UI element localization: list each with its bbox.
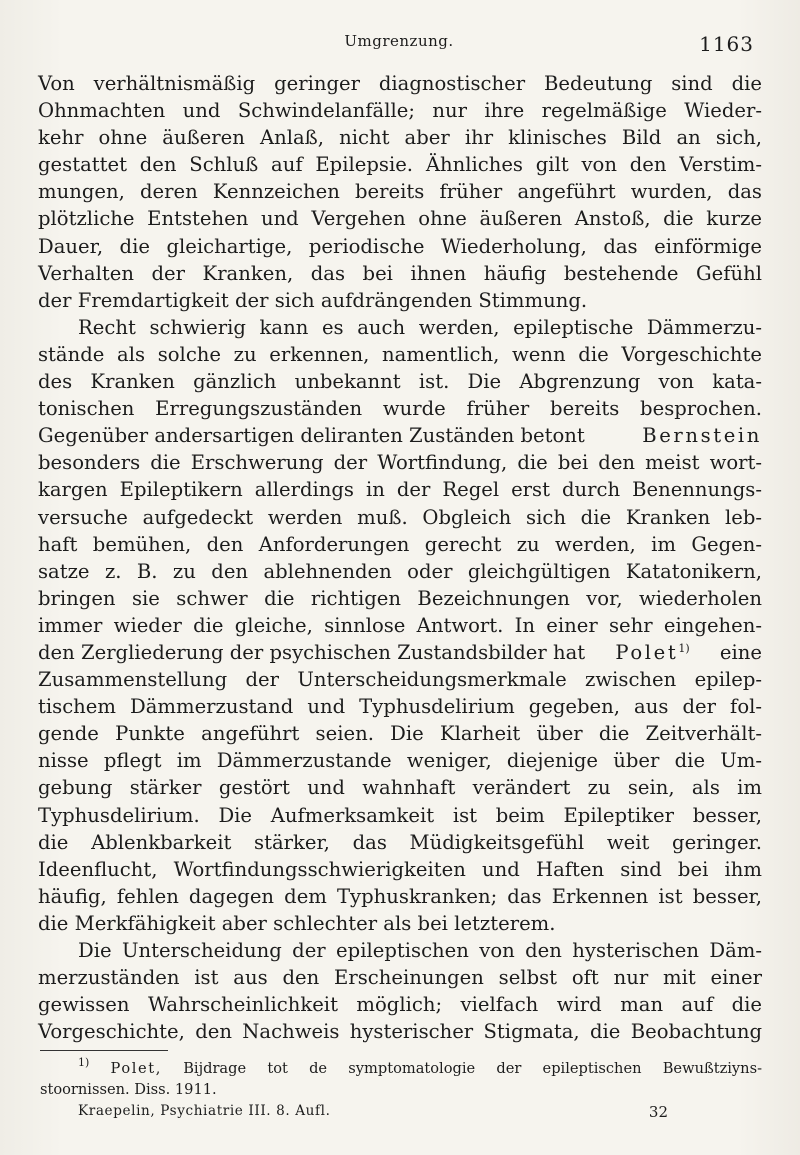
text-line (38, 422, 762, 449)
signature-text: Kraepelin, Psychiatrie III. 8. Aufl. (78, 1103, 331, 1119)
text-line: gestattet den Schluß auf Epilepsie. Ähnliches gilt von den Verstim- (38, 153, 762, 177)
text-line: häufig, fehlen dagegen dem Typhuskranken; das Erkennen ist besser, (38, 884, 762, 908)
paragraph-start-line: Recht schwierig kann es auch werden, epileptische Dämmerzu- (78, 315, 762, 339)
spaced-author-name: Polet (615, 640, 679, 664)
text-line: gende Punkte angeführt seien. Die Klarheit über die Zeitverhält- (38, 722, 762, 746)
text-line: der Fremdartigkeit der sich aufdrängenden Stimmung. (38, 288, 588, 312)
text-line: haft bemühen, den Anforderungen gerecht zu werden, im Gegen- (38, 532, 762, 556)
text-segment: Gegenüber andersartigen deliranten Zuständen betont (38, 424, 585, 448)
text-line: versuche aufgedeckt werden muß. Obgleich sich die Kranken leb- (38, 505, 762, 529)
text-line: Verhalten der Kranken, das bei ihnen häufig bestehende Gefühl (38, 261, 762, 285)
text-line: gebung stärker gestört und wahnhaft verändert zu sein, als im (38, 776, 762, 800)
text-line: stände als solche zu erkennen, namentlich, wenn die Vorgeschichte (38, 342, 762, 366)
footnote-divider (40, 1050, 168, 1051)
spaced-author-name: Bernstein (642, 424, 762, 448)
text-line: Typhusdelirium. Die Aufmerksamkeit ist beim Epileptiker besser, (38, 803, 762, 827)
text-line: die Ablenkbarkeit stärker, das Müdigkeitsgefühl weit geringer. (38, 830, 762, 854)
text-line: besonders die Erschwerung der Wortfindung, die bei den meist wort- (38, 451, 762, 475)
text-line: die Merkfähigkeit aber schlechter als bei letzterem. (38, 911, 556, 935)
footnote-line: stoornissen. Diss. 1911. (40, 1081, 217, 1098)
text-line: tonischen Erregungszuständen wurde früher bereits besprochen. (38, 397, 762, 421)
text-line: immer wieder die gleiche, sinnlose Antwort. In einer sehr eingehen- (38, 613, 762, 637)
footnote (40, 1058, 762, 1100)
text-segment: eine (719, 640, 762, 664)
running-head: Umgrenzung. (344, 32, 454, 50)
text-line: nisse pflegt im Dämmerzustande weniger, diejenige über die Um- (38, 749, 762, 773)
text-line: satze z. B. zu den ablehnenden oder gleichgültigen Katatonikern, (38, 559, 762, 583)
text-line: tischem Dämmerzustand und Typhusdelirium gegeben, aus der fol- (38, 695, 762, 719)
text-line: bringen sie schwer die richtigen Bezeichnungen vor, wiederholen (38, 586, 762, 610)
page-header (38, 30, 760, 58)
footnote-reference[interactable]: 1) (678, 641, 690, 655)
text-line: des Kranken gänzlich unbekannt ist. Die Abgrenzung von kata- (38, 370, 762, 394)
text-line: kargen Epileptikern allerdings in der Regel erst durch Benennungs- (38, 478, 762, 502)
footnote-marker: 1) (78, 1056, 90, 1069)
text-line: Ohnmachten und Schwindelanfälle; nur ihre regelmäßige Wieder- (38, 99, 762, 123)
text-line (38, 639, 762, 666)
text-line: merzuständen ist aus den Erscheinungen selbst oft nur mit einer (38, 966, 762, 990)
text-line: Vorgeschichte, den Nachweis hysterischer Stigmata, die Beobachtung (38, 1020, 762, 1044)
text-line: kehr ohne äußeren Anlaß, nicht aber ihr klinisches Bild an sich, (38, 126, 762, 150)
text-line: Zusammenstellung der Unterscheidungsmerkmale zwischen epilep- (38, 668, 762, 692)
footnote-text: Bijdrage tot de symptomatologie der epileptischen Bewußtziyns- (183, 1060, 762, 1077)
paragraph-start-line: Die Unterscheidung der epileptischen von den hysterischen Däm- (78, 939, 762, 962)
footnote-author: Polet, (110, 1060, 162, 1077)
text-segment: den Zergliederung der psychischen Zustandsbilder hat (38, 640, 586, 664)
text-line: mungen, deren Kennzeichen bereits früher angeführt wurden, das (38, 180, 762, 204)
text-line: Von verhältnismäßig geringer diagnostischer Bedeutung sind die (38, 72, 762, 95)
body-text (38, 70, 762, 1045)
page-number: 1163 (699, 32, 754, 56)
text-line: Ideenflucht, Wortfindungsschwierigkeiten und Haften sind bei ihm (38, 857, 762, 881)
author-with-footnote (615, 639, 689, 666)
footnote-line (40, 1058, 762, 1079)
text-line: Dauer, die gleichartige, periodische Wiederholung, das einförmige (38, 234, 762, 258)
printer-signature (78, 1103, 668, 1125)
signature-number: 32 (648, 1103, 668, 1121)
text-line: gewissen Wahrscheinlichkeit möglich; vielfach wird man auf die (38, 993, 762, 1017)
text-line: plötzliche Entstehen und Vergehen ohne äußeren Anstoß, die kurze (38, 207, 762, 231)
